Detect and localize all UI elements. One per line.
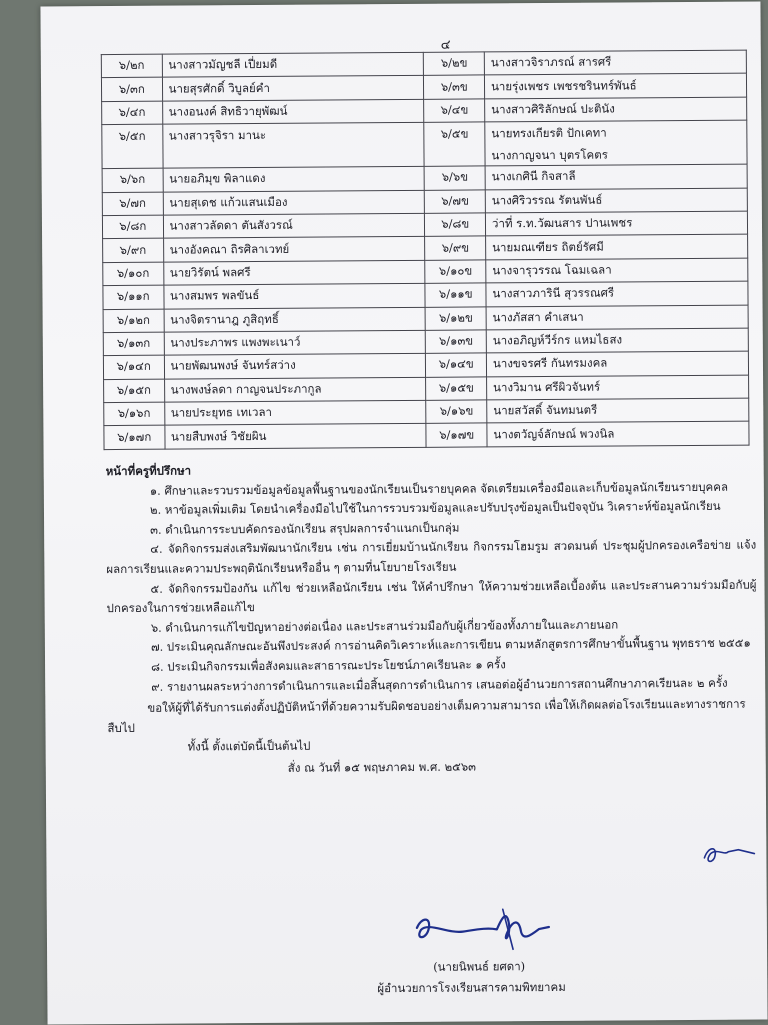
duties-title: หน้าที่ครูที่ปรึกษา	[105, 463, 192, 479]
advisor-name-b: นายรุ่งเพชร เพชรชรินทร์พันธ์	[484, 73, 746, 98]
class-room-b: ๖/๖ข	[425, 166, 486, 190]
document-page	[40, 1, 767, 1024]
class-room-b: ๖/๓ข	[424, 75, 485, 99]
class-room-a: ๖/๘ก	[102, 215, 163, 239]
class-room-b: ๖/๗ข	[425, 189, 486, 213]
class-room-b: ๖/๘ข	[425, 213, 486, 237]
class-room-b: ๖/๑๑ข	[425, 283, 486, 307]
advisor-name-a: นางพงษ์ลดา กาญจนประภากูล	[164, 377, 426, 402]
class-room-b: ๖/๒ข	[424, 52, 485, 76]
class-room-a: ๖/๑๗ก	[104, 426, 165, 450]
advisor-name-b-line1: นายทรงเกียรติ ปักเคทา	[491, 125, 607, 141]
advisor-name-a: นายอภิมุข พิลาแดง	[163, 167, 425, 192]
duty-item-8: ๘. ประเมินกิจกรรมเพื่อสังคมและสาธารณะประโยชน์ภาคเรียนละ ๑ ครั้ง	[151, 657, 506, 674]
advisor-name-a: นางสมพร พลขันธ์	[163, 283, 425, 308]
advisor-name-b: นายสวัสดิ์ จันทมนตรี	[487, 398, 749, 423]
advisor-name-a: นายสุเดช แก้วแสนเมือง	[163, 190, 425, 215]
advisor-name-b: นางขจรศรี กันทรมงคล	[486, 351, 748, 376]
duty-item-7: ๗. ประเมินคุณลักษณะอันพึงประสงค์ การอ่านคิดวิเคราะห์และการเขียน ตามหลักสูตรการศึกษาขั้นพื้นฐาน พุทธราช ๒๕๕๑	[150, 635, 751, 655]
class-room-a: ๖/๗ก	[102, 192, 163, 216]
class-room-a: ๖/๑๑ก	[103, 285, 164, 309]
advisor-name-b: นางจารุวรรณ โฉมเฉลา	[486, 258, 748, 283]
class-room-a: ๖/๑๒ก	[103, 309, 164, 333]
class-room-a: ๖/๓ก	[101, 78, 162, 102]
advisor-name-b: นางสาวศิริลักษณ์ ปะตินัง	[485, 97, 747, 122]
advisor-name-b: นางสาวภารินี สุวรรณศรี	[486, 281, 748, 306]
advisor-name-a: นายประยุทธ เทเวลา	[164, 400, 426, 425]
advisor-name-a: นางอนงค์ สิทธิวายุพัฒน์	[162, 99, 424, 124]
advisor-name-a: นางประภาพร แพงพะเนาว์	[164, 330, 426, 355]
class-room-a: ๖/๙ก	[103, 239, 164, 263]
class-room-b: ๖/๑๓ข	[426, 330, 487, 354]
advisor-name-b: นางภัสสา คำเสนา	[486, 305, 748, 330]
duty-item-3: ๓. ดำเนินการระบบคัดกรองนักเรียน สรุปผลการจำแนกเป็นกลุ่ม	[150, 520, 460, 537]
effective-statement: ทั้งนี้ ตั้งแต่บัดนี้เป็นต้นไป	[187, 738, 311, 754]
advisor-name-a: นางสาวลัดดา ตันสังวรณ์	[163, 213, 425, 238]
class-room-a: ๖/๑๔ก	[103, 355, 164, 379]
advisor-name-b: นายมณเฑียร ถิตย์รัศมี	[486, 234, 748, 259]
initials-mark	[698, 838, 758, 868]
advisor-name-b: ว่าที่ ร.ท.วัฒนสาร ปานเพชร	[485, 211, 747, 236]
class-room-a: ๖/๒ก	[101, 54, 162, 78]
advisor-name-a: นายวิรัตน์ พลศรี	[163, 260, 425, 285]
advisor-name-a: นางสาวรุจิรา มานะ	[162, 123, 424, 169]
advisor-name-b: นางศิริวรรณ รัตนพันธ์	[485, 188, 747, 213]
duty-item-9: ๙. รายงานผลระหว่างการดำเนินการและเมื่อสิ้นสุดการดำเนินการ เสนอต่อผู้อำนวยการสถานศึกษาภาคเรียนละ ๒ ครั้ง	[151, 675, 728, 694]
advisor-name-a: นายสืบพงษ์ วิชัยผิน	[164, 424, 426, 449]
class-room-a: ๖/๑๐ก	[103, 262, 164, 286]
class-room-b: ๖/๑๕ข	[426, 377, 487, 401]
page-number: ๔	[440, 37, 451, 53]
order-date: สั่ง ณ วันที่ ๑๕ พฤษภาคม พ.ศ. ๒๕๖๓	[287, 759, 477, 775]
duty-item-1: ๑. ศึกษาและรวบรวมข้อมูลข้อมูลพื้นฐานของนักเรียนเป็นรายบุคคล จัดเตรียมเครื่องมือและเก็บข้อมูลนักเรียนรายบุคคล	[149, 479, 729, 498]
class-room-a: ๖/๔ก	[102, 101, 163, 125]
class-room-a: ๖/๑๕ก	[104, 379, 165, 403]
director-signature	[407, 905, 557, 956]
advisor-name-b	[485, 120, 747, 166]
duty-item-6: ๖. ดำเนินการแก้ไขปัญหาอย่างต่อเนื่อง และประสานร่วมมือกับผู้เกี่ยวข้องทั้งภายในและภายนอก	[150, 617, 619, 635]
class-room-a: ๖/๑๖ก	[104, 402, 165, 426]
advisor-name-b: นางอภิญห์วีร์กร แหมไธสง	[486, 328, 748, 353]
class-room-b: ๖/๑๐ข	[425, 260, 486, 284]
advisor-name-a: นายพัฒนพงษ์ จันทร์สว่าง	[164, 354, 426, 379]
class-room-a: ๖/๑๓ก	[103, 332, 164, 356]
class-room-b: ๖/๔ข	[424, 99, 485, 123]
advisor-name-b: นางเกศินี กิจสาลี	[485, 164, 747, 189]
advisor-name-a: นางอังคณา ถิรศิลาเวทย์	[163, 237, 425, 262]
advisor-name-b: นางสาวจิราภรณ์ สารศรี	[484, 50, 746, 75]
roster-row	[104, 422, 749, 450]
roster-row	[102, 120, 747, 169]
class-room-b: ๖/๙ข	[425, 236, 486, 260]
class-room-b: ๖/๑๒ข	[426, 306, 487, 330]
duty-item-4: ๔. จัดกิจกรรมส่งเสริมพัฒนานักเรียน เช่น การเยี่ยมบ้านนักเรียน กิจกรรมโฮมรูม สวดมนต์ ประชุมผู้ปกครองเครือข่าย แจ้งผลการเรียนและความประพฤตินักเรียนหรืออื่น ๆ ตามที่นโยบายโรงเรียน	[106, 537, 757, 577]
class-room-b: ๖/๑๖ข	[426, 400, 487, 424]
class-room-b: ๖/๑๔ข	[426, 353, 487, 377]
class-room-a: ๖/๕ก	[102, 124, 163, 168]
advisor-name-b: นางตวัญจ์ลักษณ์ พวงนิล	[487, 422, 749, 447]
signer-name: (นายนิพนธ์ ยศดา)	[433, 959, 526, 974]
class-room-b: ๖/๕ข	[424, 122, 485, 166]
closing-statement: ขอให้ผู้ที่ได้รับการแต่งตั้งปฏิบัติหน้าที่ด้วยความรับผิดชอบอย่างเต็มความสามารถ เพื่อให้เกิดผลต่อโรงเรียนและทางราชการสืบไป	[107, 696, 746, 735]
advisor-name-b: นางวิมาน ศรีผิวจันทร์	[487, 375, 749, 400]
advisor-duties-section	[106, 458, 758, 780]
duty-item-2: ๒. หาข้อมูลเพิ่มเติม โดยนำเครื่องมือไปใช้ในการรวบรวมข้อมูลและปรับปรุงข้อมูลเป็นปัจจุบัน วิเคราะห์ข้อมูลนักเรียน	[149, 498, 721, 517]
advisor-name-a: นางจิตรานาฎ ภูสิฤทธิ์	[164, 307, 426, 332]
class-room-b: ๖/๑๗ข	[426, 423, 487, 447]
duty-item-5: ๕. จัดกิจกรรมป้องกัน แก้ไข ช่วยเหลือนักเรียน เช่น ให้คำปรึกษา ให้ความช่วยเหลือเบื้องต้น และประสานความร่วมมือกับผู้ปกครองในการช่วยเหลือแก้ไข	[106, 577, 757, 616]
signer-title: ผู้อำนวยการโรงเรียนสารคามพิทยาคม	[377, 979, 566, 996]
advisor-name-a: นายสุรศักดิ์ วิบูลย์คำ	[162, 76, 424, 101]
class-room-a: ๖/๖ก	[102, 168, 163, 192]
advisor-roster-table	[101, 50, 750, 450]
advisor-name-a: นางสาวมัญชลี เปี่ยมดี	[162, 52, 424, 77]
advisor-name-b-line2: นางกาญจนา บุตรโคตร	[491, 147, 608, 163]
